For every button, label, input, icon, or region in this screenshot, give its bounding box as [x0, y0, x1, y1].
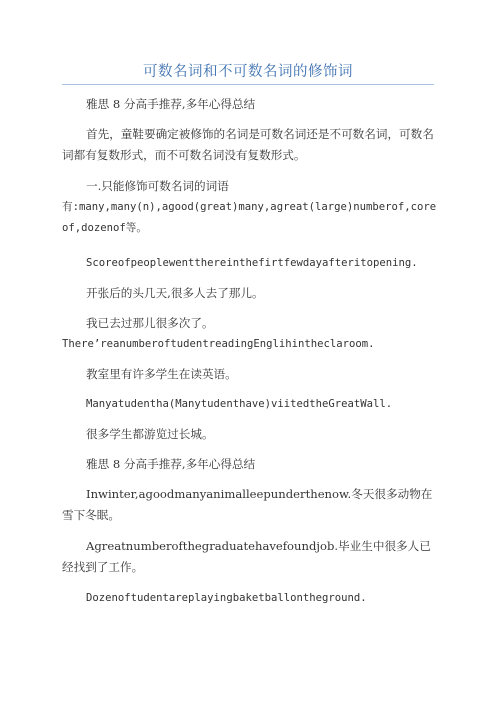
- example-sentence: There’reanumberoftudentreadingEnglihintheclaroom.: [62, 338, 375, 350]
- example-sentence: Agreatnumberofthegraduatehavefoundjob.毕业生中很多人已经找到了工作。: [62, 539, 431, 574]
- example-sentence: Dozenoftudentareplayingbaketballontheground.: [86, 592, 367, 604]
- example-sentence: Inwinter,agoodmanyanimalleepunderthenow.冬天很多动物在雪下冬眠。: [62, 487, 433, 522]
- document-title: 可数名词和不可数名词的修饰词: [143, 64, 353, 80]
- example-translation: 我已去过那儿很多次了。: [86, 316, 214, 330]
- example-sentence: Scoreofpeoplewentthereinthefirtfewdayafteritopening.: [86, 257, 418, 269]
- section-heading: 一.只能修饰可数名词的词语: [86, 179, 229, 193]
- paragraph-word-list: 有:many,many(n),agood(great)many,agreat(large)numberof,coreof,dozenof等。: [62, 201, 437, 234]
- title-underline: [62, 84, 434, 85]
- paragraph-note: 雅思 8 分高手推荐,多年心得总结: [86, 457, 256, 471]
- example-sentence: Manyatudentha(Manytudenthave)viitedtheGreatWall.: [86, 398, 393, 410]
- example-translation: 教室里有许多学生在读英语。: [86, 367, 237, 381]
- paragraph-body: 首先，童鞋要确定被修饰的名词是可数名词还是不可数名词，可数名词都有复数形式，而不可数名词没有复数形式。: [62, 127, 434, 162]
- paragraph-intro: 雅思 8 分高手推荐,多年心得总结: [86, 97, 256, 111]
- example-translation: 开张后的头几天,很多人去了那儿。: [86, 286, 264, 300]
- example-translation: 很多学生都游览过长城。: [86, 427, 214, 441]
